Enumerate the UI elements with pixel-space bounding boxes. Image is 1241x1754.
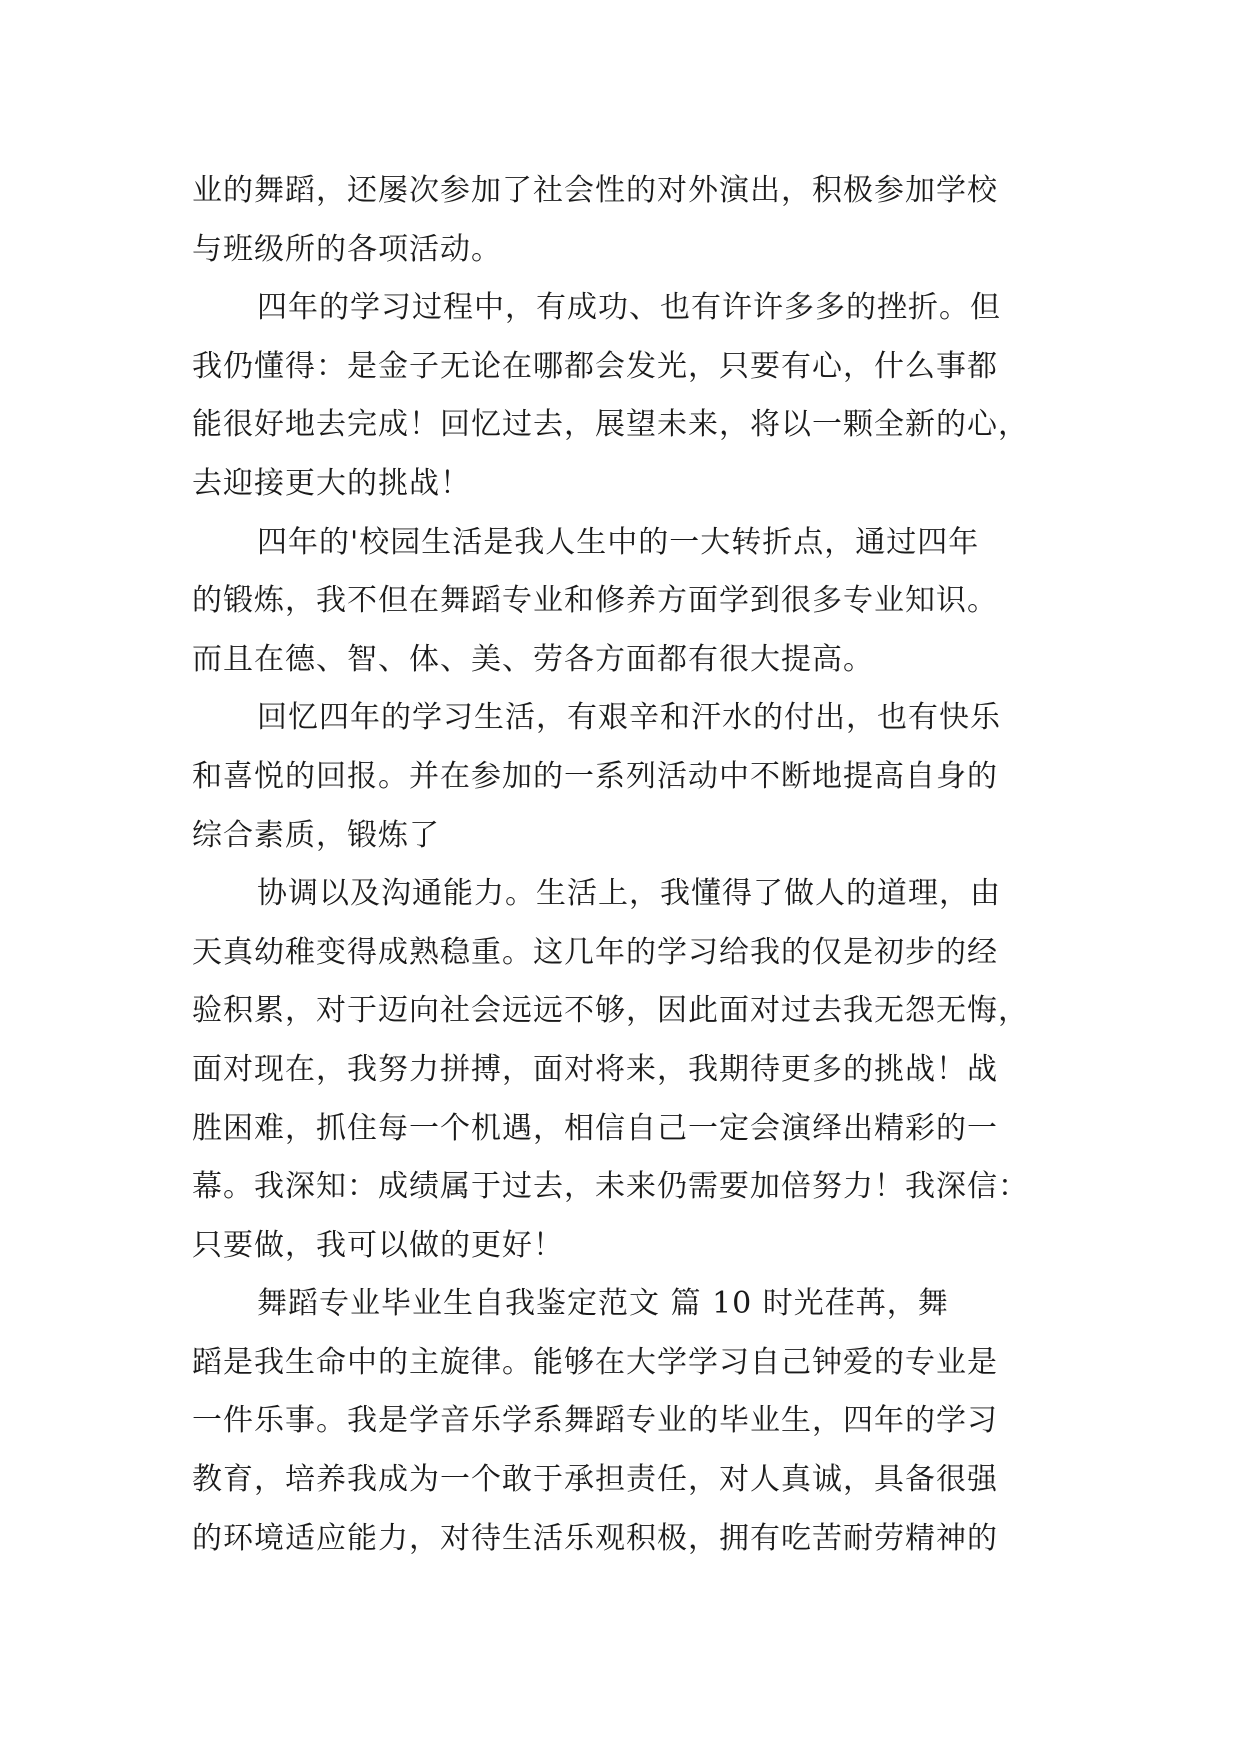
text-line: 与班级所的各项活动。: [192, 231, 502, 267]
text-line: 去迎接更大的挑战！: [192, 465, 471, 501]
text-line: 验积累，对于迈向社会远远不够，因此面对过去我无怨无悔，: [192, 993, 1029, 1029]
text-line: 舞蹈专业毕业生自我鉴定范文 篇 10 时光荏苒，舞: [257, 1286, 949, 1322]
text-line: 而且在德、智、体、美、劳各方面都有很大提高。: [192, 641, 874, 677]
text-line: 面对现在，我努力拼搏，面对将来，我期待更多的挑战！战: [192, 1051, 998, 1087]
text-line: 协调以及沟通能力。生活上，我懂得了做人的道理，由: [257, 876, 1001, 912]
text-line: 的环境适应能力，对待生活乐观积极，拥有吃苦耐劳精神的: [192, 1520, 998, 1556]
text-line: 的锻炼，我不但在舞蹈专业和修养方面学到很多专业知识。: [192, 583, 998, 619]
text-line: 幕。我深知：成绩属于过去，未来仍需要加倍努力！我深信：: [192, 1169, 1029, 1205]
text-line: 我仍懂得：是金子无论在哪都会发光，只要有心，什么事都: [192, 348, 998, 384]
text-line: 蹈是我生命中的主旋律。能够在大学学习自己钟爱的专业是: [192, 1344, 998, 1380]
text-line: 天真幼稚变得成熟稳重。这几年的学习给我的仅是初步的经: [192, 934, 998, 970]
text-line: 只要做，我可以做的更好！: [192, 1227, 564, 1263]
text-line: 胜困难，抓住每一个机遇，相信自己一定会演绎出精彩的一: [192, 1110, 998, 1146]
text-line: 业的舞蹈，还屡次参加了社会性的对外演出，积极参加学校: [192, 173, 998, 208]
text-line: 综合素质，锻炼了: [192, 817, 440, 853]
text-line: 教育，培养我成为一个敢于承担责任，对人真诚，具备很强: [192, 1462, 998, 1498]
text-line: 四年的学习过程中，有成功、也有许许多多的挫折。但: [257, 290, 1001, 326]
text-line: 和喜悦的回报。并在参加的一系列活动中不断地提高自身的: [192, 758, 998, 794]
text-line: 回忆四年的学习生活，有艰辛和汗水的付出，也有快乐: [257, 700, 1001, 736]
document-body: [192, 162, 1067, 1568]
text-line: 能很好地去完成！回忆过去，展望未来，将以一颗全新的心，: [192, 407, 1029, 443]
text-line: 四年的'校园生活是我人生中的一大转折点，通过四年: [257, 524, 980, 560]
text-line: 一件乐事。我是学音乐学系舞蹈专业的毕业生，四年的学习: [192, 1403, 998, 1439]
